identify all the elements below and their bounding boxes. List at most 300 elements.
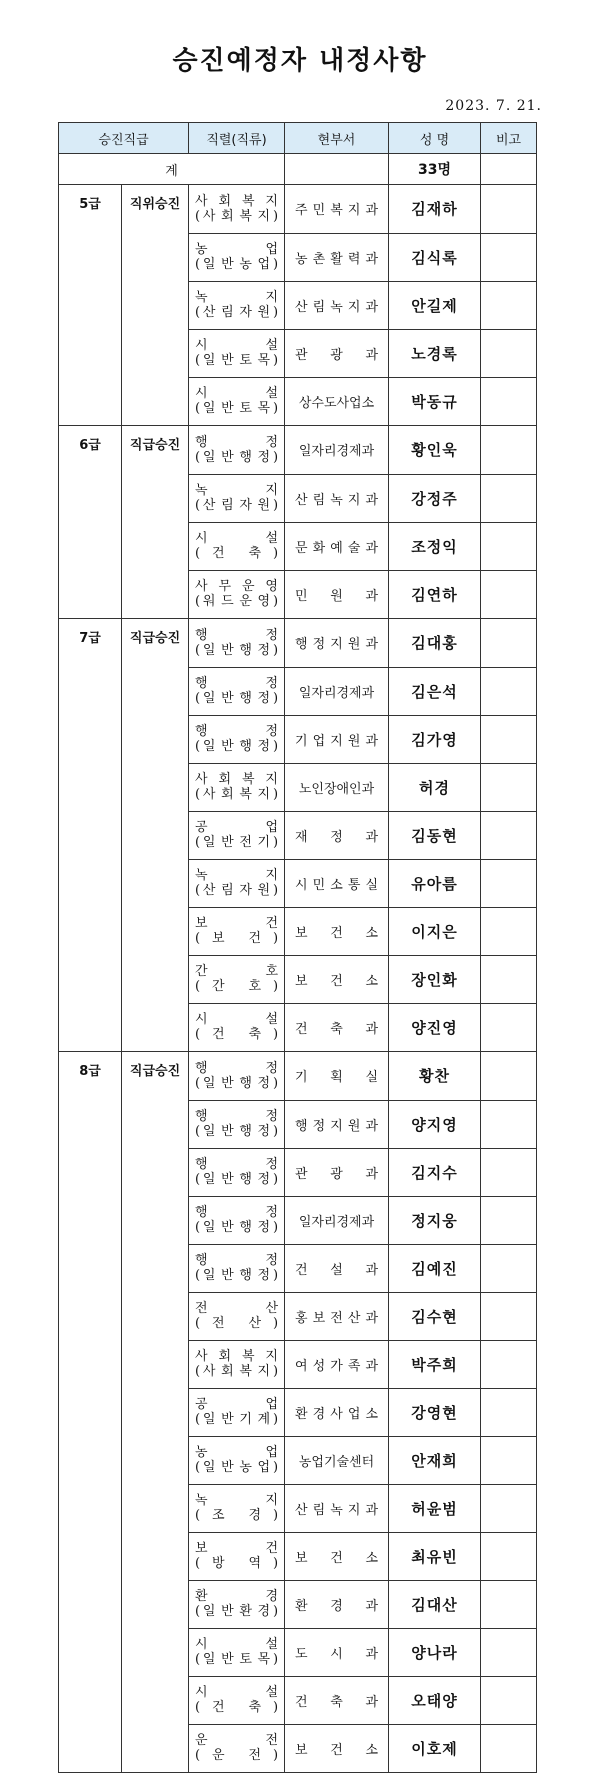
person-name: 양나라 <box>389 1628 481 1676</box>
series-cell <box>189 667 285 715</box>
table-row <box>59 570 537 619</box>
series-cell <box>189 570 285 619</box>
series-main: 행 정 <box>195 434 279 450</box>
table-header-row <box>59 123 537 154</box>
series-main: 사 무 운 영 <box>195 579 278 595</box>
series-main: 행 정 <box>195 1205 279 1220</box>
dept-text: 기 업 지 원 과 <box>295 733 379 749</box>
note-cell <box>481 1628 537 1676</box>
promotion-type <box>122 1676 189 1724</box>
person-name: 김식록 <box>389 233 481 281</box>
promotion-type <box>122 474 189 522</box>
promotion-type <box>122 811 189 859</box>
table-row <box>59 1628 537 1676</box>
note-cell <box>481 377 537 426</box>
series-main: 시 설 <box>195 386 279 402</box>
grade-level <box>59 1148 122 1196</box>
dept-cell <box>285 1244 389 1292</box>
promotion-type <box>122 1484 189 1532</box>
note-cell <box>481 233 537 281</box>
dept-text: 행 정 지 원 과 <box>295 1118 379 1134</box>
series-cell <box>189 281 285 329</box>
table-row <box>59 1003 537 1052</box>
series-main: 시 설 <box>195 1012 279 1028</box>
table-row <box>59 1676 537 1724</box>
table-row <box>59 522 537 570</box>
person-name: 김가영 <box>389 715 481 763</box>
promotion-type <box>122 1388 189 1436</box>
note-cell <box>481 281 537 329</box>
dept-text: 도 시 과 <box>295 1646 379 1662</box>
dept-cell <box>285 1052 389 1101</box>
promotion-type <box>122 329 189 377</box>
series-sub: ( 일 반 행 정 ) <box>195 1124 279 1139</box>
table-row <box>59 426 537 475</box>
dept-cell <box>285 426 389 475</box>
series-main: 사 회 복 지 <box>195 193 278 209</box>
dept-cell <box>285 185 389 234</box>
grade-level <box>59 570 122 619</box>
note-cell <box>481 1340 537 1388</box>
note-cell <box>481 1676 537 1724</box>
document-date: 2023. 7. 21. <box>445 98 542 114</box>
series-sub: ( 사 회 복 지 ) <box>195 787 279 802</box>
series-cell <box>189 329 285 377</box>
table-row <box>59 1532 537 1580</box>
grade-level <box>59 1388 122 1436</box>
table-row <box>59 185 537 234</box>
series-sub: ( 사 회 복 지 ) <box>195 1364 279 1379</box>
person-name: 이지은 <box>389 907 481 955</box>
promotion-type <box>122 715 189 763</box>
dept-cell <box>285 1292 389 1340</box>
grade-level <box>59 474 122 522</box>
dept-text: 홍 보 전 산 과 <box>295 1310 379 1326</box>
grade-level <box>59 1484 122 1532</box>
note-cell <box>481 185 537 234</box>
dept-text: 기 획 실 <box>295 1070 379 1086</box>
dept-text: 일자리경제과 <box>298 685 375 701</box>
grade-level <box>59 1244 122 1292</box>
series-cell <box>189 377 285 426</box>
series-sub: ( 건 축 ) <box>195 1027 279 1043</box>
note-cell <box>481 1003 537 1052</box>
table-row <box>59 329 537 377</box>
series-cell <box>189 1628 285 1676</box>
series-cell <box>189 715 285 763</box>
person-name: 이호제 <box>389 1724 481 1773</box>
series-main: 시 설 <box>195 338 279 353</box>
person-name: 정지웅 <box>389 1196 481 1244</box>
grade-level <box>59 1003 122 1052</box>
dept-text: 일자리경제과 <box>298 1214 375 1230</box>
grade-level <box>59 377 122 426</box>
promotion-type <box>122 1628 189 1676</box>
promotion-type <box>122 763 189 811</box>
header-series: 직렬(직류) <box>189 123 285 154</box>
grade-level <box>59 281 122 329</box>
series-main: 행 정 <box>195 1157 279 1172</box>
dept-text: 농업기술센터 <box>298 1454 375 1470</box>
table-row <box>59 1724 537 1773</box>
promotion-type <box>122 907 189 955</box>
series-cell <box>189 907 285 955</box>
series-cell <box>189 1484 285 1532</box>
dept-cell <box>285 907 389 955</box>
dept-cell <box>285 811 389 859</box>
note-cell <box>481 1580 537 1628</box>
grade-level: 5급 <box>59 185 122 234</box>
person-name: 오태양 <box>389 1676 481 1724</box>
promotion-type <box>122 1100 189 1148</box>
table-row <box>59 1388 537 1436</box>
grade-level <box>59 955 122 1003</box>
grade-level <box>59 1100 122 1148</box>
dept-cell <box>285 522 389 570</box>
promotion-type: 직급승진 <box>122 426 189 475</box>
person-name: 박동규 <box>389 377 481 426</box>
series-sub: ( 일 반 행 정 ) <box>195 1172 279 1187</box>
series-cell <box>189 233 285 281</box>
person-name: 황인욱 <box>389 426 481 475</box>
dept-text: 건 축 과 <box>295 1021 379 1037</box>
note-cell <box>481 522 537 570</box>
dept-cell <box>285 474 389 522</box>
total-note-cell <box>481 154 537 185</box>
series-cell <box>189 522 285 570</box>
series-sub: ( 운 전 ) <box>195 1748 279 1764</box>
promotion-type <box>122 281 189 329</box>
series-main: 농 업 <box>195 1445 279 1460</box>
series-sub: ( 건 축 ) <box>195 1700 279 1715</box>
header-dept: 현부서 <box>285 123 389 154</box>
dept-cell <box>285 619 389 668</box>
promotion-type <box>122 1580 189 1628</box>
series-main: 행 정 <box>195 724 279 739</box>
person-name: 조정익 <box>389 522 481 570</box>
header-note: 비고 <box>481 123 537 154</box>
total-label: 계 <box>59 154 285 185</box>
series-main: 시 설 <box>195 1685 279 1700</box>
grade-level: 8급 <box>59 1052 122 1101</box>
series-cell <box>189 1676 285 1724</box>
series-cell <box>189 1196 285 1244</box>
series-main: 녹 지 <box>195 483 279 498</box>
series-sub: ( 건 축 ) <box>195 546 279 561</box>
person-name: 강영현 <box>389 1388 481 1436</box>
note-cell <box>481 763 537 811</box>
dept-cell <box>285 955 389 1003</box>
series-sub: ( 사 회 복 지 ) <box>195 208 279 224</box>
dept-text: 환 경 사 업 소 <box>295 1406 379 1422</box>
dept-cell <box>285 1196 389 1244</box>
dept-text: 건 설 과 <box>295 1262 379 1278</box>
promotion-type <box>122 1244 189 1292</box>
person-name: 양진영 <box>389 1003 481 1052</box>
series-sub: ( 일 반 농 업 ) <box>195 1460 279 1475</box>
dept-text: 관 광 과 <box>295 1166 379 1182</box>
dept-cell <box>285 1148 389 1196</box>
table-row <box>59 1292 537 1340</box>
total-count-text: 33명 <box>418 162 452 178</box>
header-grade: 승진직급 <box>59 123 189 154</box>
series-main: 사 회 복 지 <box>195 1349 278 1364</box>
series-cell <box>189 1100 285 1148</box>
series-main: 녹 지 <box>195 1493 279 1508</box>
promotion-type <box>122 233 189 281</box>
grade-level: 7급 <box>59 619 122 668</box>
person-name: 안길제 <box>389 281 481 329</box>
dept-text: 문 화 예 술 과 <box>295 540 379 556</box>
dept-text: 건 축 과 <box>295 1694 379 1710</box>
promotion-type <box>122 667 189 715</box>
dept-text: 행 정 지 원 과 <box>295 637 379 653</box>
promotion-type <box>122 1340 189 1388</box>
grade-level <box>59 763 122 811</box>
note-cell <box>481 1052 537 1101</box>
person-name: 김대산 <box>389 1580 481 1628</box>
dept-cell <box>285 1100 389 1148</box>
series-cell <box>189 1244 285 1292</box>
series-sub: ( 일 반 행 정 ) <box>195 642 279 658</box>
promotion-type <box>122 859 189 907</box>
dept-text: 노인장애인과 <box>298 781 375 797</box>
dept-cell <box>285 1532 389 1580</box>
grade-level <box>59 1196 122 1244</box>
dept-text: 보 건 소 <box>295 1550 379 1566</box>
series-sub: ( 일 반 기 계 ) <box>195 1412 279 1427</box>
series-main: 시 설 <box>195 1637 279 1652</box>
person-name: 노경록 <box>389 329 481 377</box>
table-row <box>59 1484 537 1532</box>
dept-cell <box>285 281 389 329</box>
series-main: 환 경 <box>195 1589 279 1604</box>
series-cell <box>189 811 285 859</box>
series-main: 행 정 <box>195 1109 279 1124</box>
dept-text: 재 정 과 <box>295 829 379 845</box>
series-sub: ( 산 림 자 원 ) <box>195 305 279 320</box>
dept-text: 민 원 과 <box>295 588 379 604</box>
dept-text: 농 촌 활 력 과 <box>295 251 379 267</box>
note-cell <box>481 1484 537 1532</box>
dept-cell <box>285 1436 389 1484</box>
series-sub: ( 일 반 행 정 ) <box>195 739 279 754</box>
person-name: 허경 <box>389 763 481 811</box>
series-sub: ( 일 반 행 정 ) <box>195 449 279 465</box>
note-cell <box>481 1148 537 1196</box>
series-cell <box>189 1052 285 1101</box>
note-cell <box>481 619 537 668</box>
dept-cell <box>285 233 389 281</box>
series-main: 녹 지 <box>195 868 279 883</box>
note-cell <box>481 1244 537 1292</box>
grade-level <box>59 907 122 955</box>
series-main: 공 업 <box>195 1397 279 1412</box>
person-name: 강정주 <box>389 474 481 522</box>
dept-cell <box>285 1628 389 1676</box>
table-row <box>59 619 537 668</box>
series-main: 사 회 복 지 <box>195 772 278 787</box>
table-row <box>59 667 537 715</box>
dept-cell <box>285 1676 389 1724</box>
promotion-type: 직급승진 <box>122 1052 189 1101</box>
grade-level <box>59 1340 122 1388</box>
person-name: 황찬 <box>389 1052 481 1101</box>
person-name: 김재하 <box>389 185 481 234</box>
note-cell <box>481 329 537 377</box>
dept-text: 일자리경제과 <box>298 444 375 460</box>
promotion-type <box>122 1003 189 1052</box>
dept-cell <box>285 1724 389 1773</box>
dept-text: 보 건 소 <box>295 1742 379 1758</box>
dept-cell <box>285 570 389 619</box>
dept-text: 보 건 소 <box>295 925 379 941</box>
person-name: 유아름 <box>389 859 481 907</box>
series-main: 행 정 <box>195 1060 279 1076</box>
series-main: 공 업 <box>195 820 279 835</box>
person-name: 김연하 <box>389 570 481 619</box>
note-cell <box>481 1724 537 1773</box>
series-sub: ( 워 드 운 영 ) <box>195 594 279 610</box>
note-cell <box>481 426 537 475</box>
grade-level <box>59 859 122 907</box>
note-cell <box>481 1388 537 1436</box>
series-main: 보 건 <box>195 1541 279 1556</box>
note-cell <box>481 1196 537 1244</box>
series-cell <box>189 1580 285 1628</box>
dept-text: 여 성 가 족 과 <box>295 1358 379 1374</box>
note-cell <box>481 907 537 955</box>
grade-level <box>59 811 122 859</box>
promotion-type <box>122 1148 189 1196</box>
person-name: 최유빈 <box>389 1532 481 1580</box>
series-sub: ( 일 반 농 업 ) <box>195 257 279 272</box>
grade-level <box>59 1436 122 1484</box>
series-main: 보 건 <box>195 916 279 931</box>
dept-cell <box>285 859 389 907</box>
series-cell <box>189 763 285 811</box>
grade-level <box>59 1532 122 1580</box>
series-main: 행 정 <box>195 676 279 691</box>
dept-cell <box>285 763 389 811</box>
series-cell <box>189 1340 285 1388</box>
person-name: 김동현 <box>389 811 481 859</box>
table-row <box>59 377 537 426</box>
page-title: 승진예정자 내정사항 <box>172 46 428 76</box>
series-sub: ( 일 반 토 목 ) <box>195 401 279 417</box>
series-cell <box>189 1003 285 1052</box>
series-main: 시 설 <box>195 531 279 546</box>
series-sub: ( 일 반 토 목 ) <box>195 353 279 368</box>
series-sub: ( 일 반 행 정 ) <box>195 1075 279 1091</box>
series-sub: ( 일 반 전 기 ) <box>195 835 279 850</box>
promotion-type <box>122 377 189 426</box>
person-name: 양지영 <box>389 1100 481 1148</box>
series-cell <box>189 426 285 475</box>
dept-cell <box>285 1003 389 1052</box>
table-row <box>59 233 537 281</box>
series-cell <box>189 859 285 907</box>
note-cell <box>481 1436 537 1484</box>
note-cell <box>481 667 537 715</box>
series-sub: ( 보 건 ) <box>195 931 279 946</box>
series-main: 간 호 <box>195 964 279 979</box>
series-cell <box>189 474 285 522</box>
total-row <box>59 154 537 185</box>
series-main: 행 정 <box>195 1253 279 1268</box>
grade-level: 6급 <box>59 426 122 475</box>
dept-text: 환 경 과 <box>295 1598 379 1614</box>
series-cell <box>189 1532 285 1580</box>
promotion-type <box>122 570 189 619</box>
person-name: 김수현 <box>389 1292 481 1340</box>
series-sub: ( 산 림 자 원 ) <box>195 883 279 898</box>
table-row <box>59 1340 537 1388</box>
dept-cell <box>285 329 389 377</box>
series-sub: ( 간 호 ) <box>195 979 279 994</box>
header-name: 성 명 <box>389 123 481 154</box>
grade-level <box>59 233 122 281</box>
person-name: 안재희 <box>389 1436 481 1484</box>
dept-text: 산 림 녹 지 과 <box>295 299 379 315</box>
dept-cell <box>285 1484 389 1532</box>
person-name: 장인화 <box>389 955 481 1003</box>
series-main: 농 업 <box>195 242 279 257</box>
grade-level <box>59 1724 122 1773</box>
table-row <box>59 859 537 907</box>
series-sub: ( 일 반 행 정 ) <box>195 1268 279 1283</box>
series-main: 행 정 <box>195 627 279 643</box>
promotion-table <box>58 122 537 1773</box>
note-cell <box>481 859 537 907</box>
dept-cell <box>285 715 389 763</box>
person-name: 김대홍 <box>389 619 481 668</box>
dept-text: 보 건 소 <box>295 973 379 989</box>
series-cell <box>189 1148 285 1196</box>
table-row <box>59 955 537 1003</box>
promotion-type <box>122 1196 189 1244</box>
table-row <box>59 715 537 763</box>
series-main: 녹 지 <box>195 290 279 305</box>
table-row <box>59 474 537 522</box>
promotion-type <box>122 522 189 570</box>
note-cell <box>481 1100 537 1148</box>
dept-text: 상수도사업소 <box>298 395 375 411</box>
promotion-type <box>122 955 189 1003</box>
series-cell <box>189 1724 285 1773</box>
dept-text: 주 민 복 지 과 <box>295 203 379 219</box>
grade-level <box>59 329 122 377</box>
series-cell <box>189 955 285 1003</box>
promotion-type: 직급승진 <box>122 619 189 668</box>
note-cell <box>481 811 537 859</box>
person-name: 박주희 <box>389 1340 481 1388</box>
dept-text: 관 광 과 <box>295 347 379 363</box>
grade-level <box>59 1292 122 1340</box>
note-cell <box>481 1292 537 1340</box>
grade-level <box>59 1628 122 1676</box>
dept-cell <box>285 1388 389 1436</box>
promotion-type <box>122 1532 189 1580</box>
series-cell <box>189 1436 285 1484</box>
dept-cell <box>285 377 389 426</box>
dept-text: 시 민 소 통 실 <box>295 877 379 893</box>
dept-cell <box>285 667 389 715</box>
table-row <box>59 811 537 859</box>
series-cell <box>189 1292 285 1340</box>
series-cell <box>189 1388 285 1436</box>
table-row <box>59 1580 537 1628</box>
